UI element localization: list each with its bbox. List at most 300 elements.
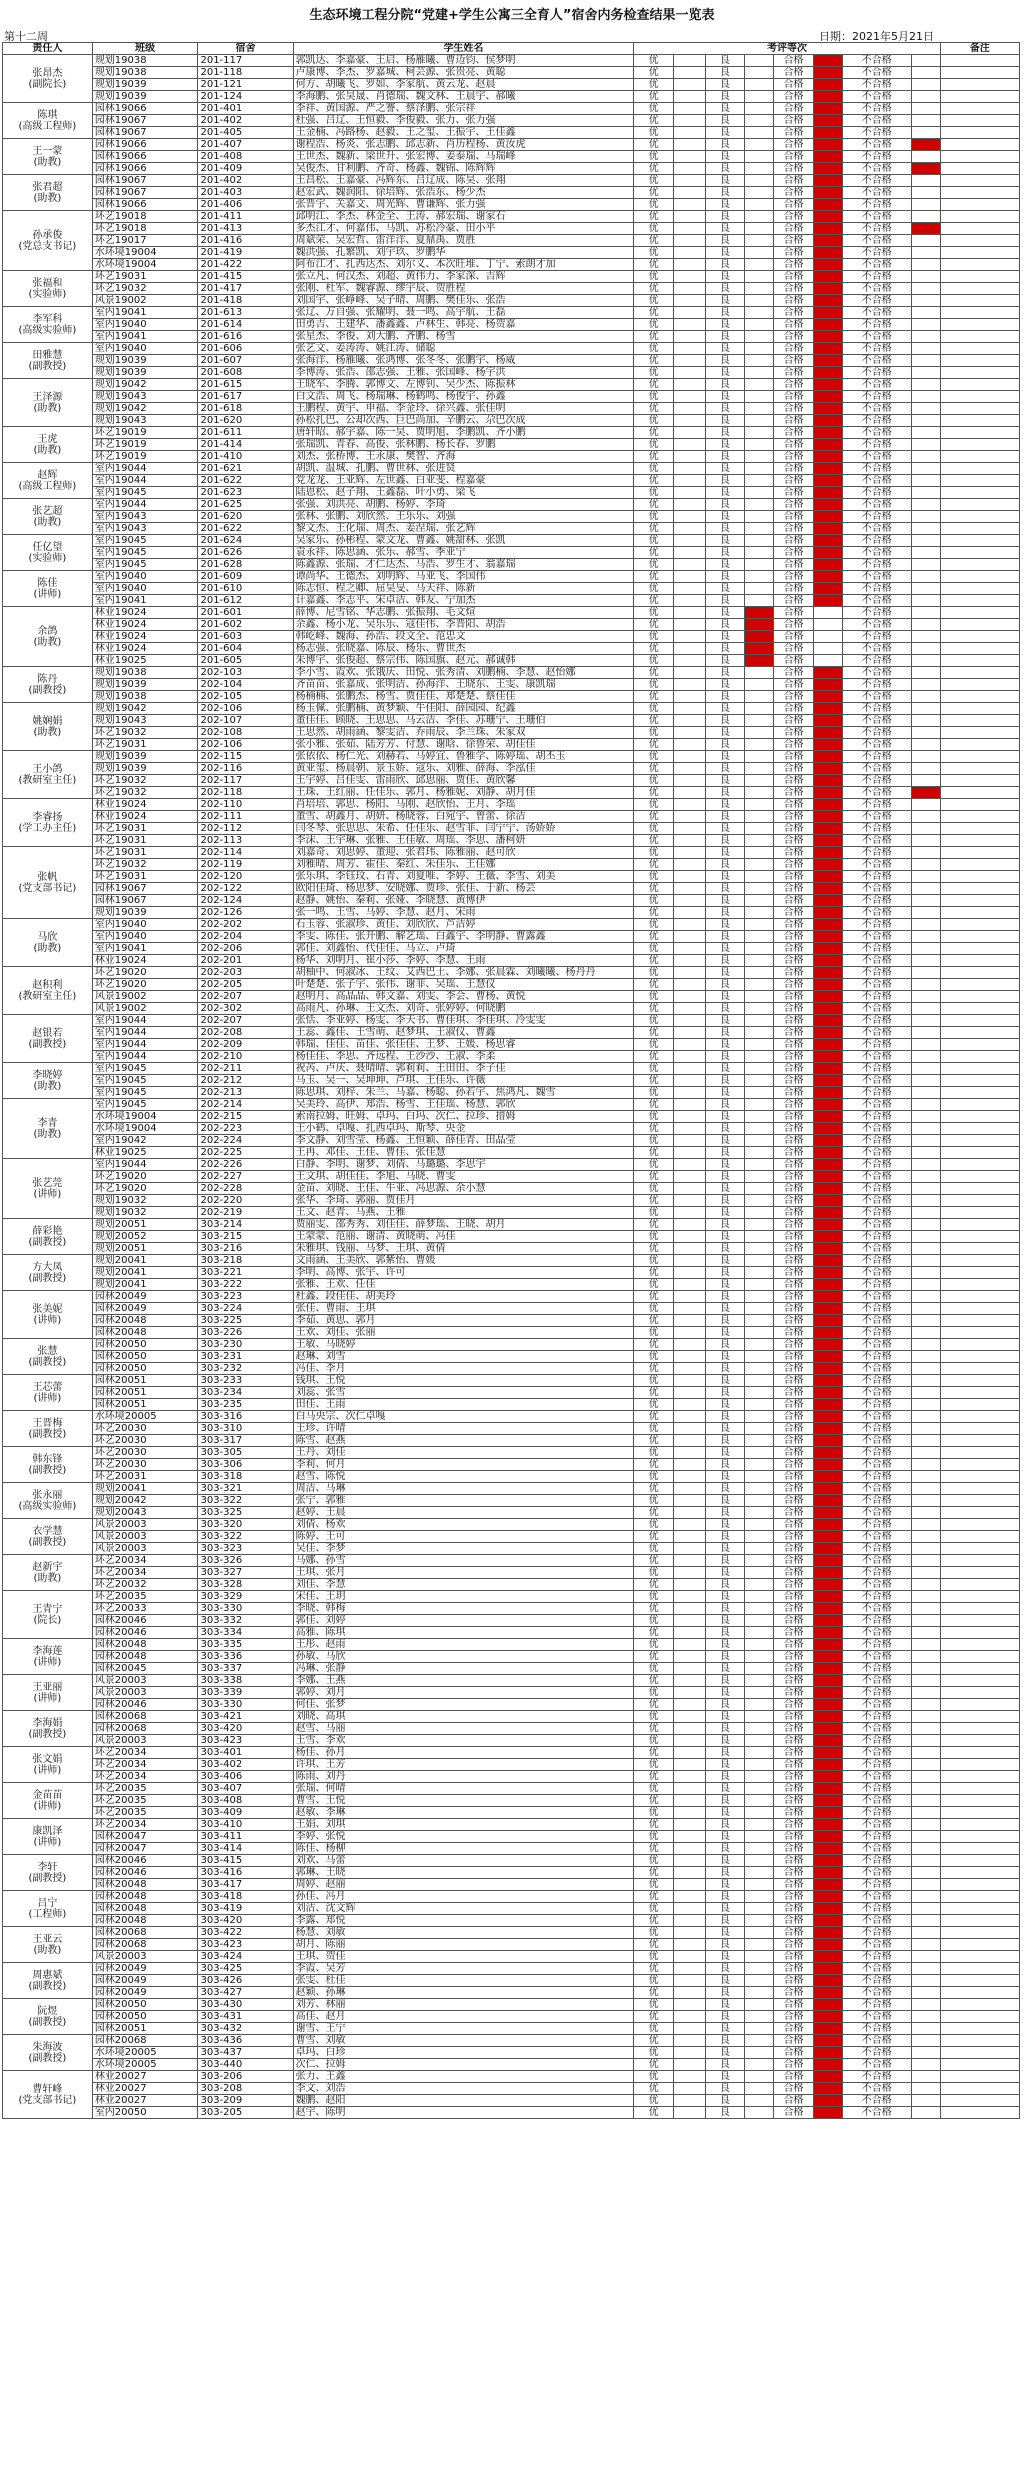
students-cell: 王冉、邓佳、王佳、曹佳、张佳慧: [293, 1147, 634, 1159]
rating-option-cell: 良: [705, 823, 745, 835]
remark-cell: [940, 1807, 1019, 1819]
rating-mark-cell: [745, 355, 774, 367]
students-cell: 金苗、刘晓、王佳、牛亚、冯思源、余小慧: [293, 1183, 634, 1195]
students-cell: 何佳、张梦: [293, 1699, 634, 1711]
class-cell: 规划19043: [92, 391, 198, 403]
rating-option-cell: 合格: [774, 2107, 814, 2119]
rating-option-cell: 优: [634, 79, 674, 91]
remark-cell: [940, 271, 1019, 283]
class-cell: 环艺19020: [92, 1171, 198, 1183]
rating-option-cell: 良: [705, 1471, 745, 1483]
remark-cell: [940, 967, 1019, 979]
dorm-cell: 303-215: [198, 1231, 293, 1243]
class-cell: 环艺19031: [92, 271, 198, 283]
dorm-cell: 303-216: [198, 1243, 293, 1255]
remark-cell: [940, 847, 1019, 859]
rating-option-cell: 良: [705, 1891, 745, 1903]
rating-option-cell: 不合格: [842, 2071, 911, 2083]
rating-option-cell: 良: [705, 391, 745, 403]
rating-mark-cell: [673, 1999, 705, 2011]
table-row: [3, 1615, 1020, 1627]
remark-cell: [940, 1627, 1019, 1639]
rating-mark-cell: [813, 1675, 842, 1687]
responsible-cell: [3, 1255, 93, 1291]
rating-option-cell: 良: [705, 1975, 745, 1987]
rating-option-cell: 合格: [774, 1915, 814, 1927]
rating-mark-cell: [813, 1663, 842, 1675]
class-cell: 园林20046: [92, 1855, 198, 1867]
dorm-cell: 202-116: [198, 763, 293, 775]
rating-mark-cell: [745, 1987, 774, 1999]
dorm-cell: 201-601: [198, 607, 293, 619]
rating-mark-cell: [745, 1147, 774, 1159]
rating-mark-cell: [813, 1531, 842, 1543]
dorm-cell: 202-202: [198, 919, 293, 931]
class-cell: 室内19040: [92, 931, 198, 943]
students-cell: 赵雪、马丽: [293, 1723, 634, 1735]
class-cell: 环艺20030: [92, 1423, 198, 1435]
rating-option-cell: 良: [705, 1399, 745, 1411]
rating-mark-cell: [673, 1459, 705, 1471]
students-cell: 刘欢、马蕾: [293, 1855, 634, 1867]
dorm-cell: 201-612: [198, 595, 293, 607]
students-cell: 韩瑞、佳佳、苗佳、张佳佳、王梦、王媛、杨思睿: [293, 1039, 634, 1051]
students-cell: 杨佳佳、李思、齐远程、王沙沙、王淑、李柔: [293, 1051, 634, 1063]
rating-mark-cell: [673, 307, 705, 319]
rating-mark-cell: [745, 415, 774, 427]
rating-mark-cell: [813, 559, 842, 571]
rating-mark-cell: [911, 403, 940, 415]
results-table: [2, 42, 1020, 2119]
rating-option-cell: 不合格: [842, 1855, 911, 1867]
rating-mark-cell: [745, 2047, 774, 2059]
rating-option-cell: 良: [705, 1243, 745, 1255]
remark-cell: [940, 307, 1019, 319]
responsible-cell: [3, 667, 93, 703]
rating-option-cell: 不合格: [842, 1255, 911, 1267]
rating-option-cell: 优: [634, 1387, 674, 1399]
rating-option-cell: 优: [634, 787, 674, 799]
rating-option-cell: 良: [705, 55, 745, 67]
table-row: [3, 1171, 1020, 1183]
rating-mark-cell: [745, 1447, 774, 1459]
rating-mark-cell: [673, 1027, 705, 1039]
table-row: [3, 439, 1020, 451]
remark-cell: [940, 2011, 1019, 2023]
class-cell: 规划19039: [92, 751, 198, 763]
rating-option-cell: 良: [705, 415, 745, 427]
table-row: [3, 595, 1020, 607]
rating-mark-cell: [673, 2011, 705, 2023]
table-row: [3, 295, 1020, 307]
rating-option-cell: 良: [705, 511, 745, 523]
rating-option-cell: 合格: [774, 1483, 814, 1495]
rating-mark-cell: [813, 547, 842, 559]
remark-cell: [940, 1723, 1019, 1735]
rating-mark-cell: [813, 1159, 842, 1171]
rating-option-cell: 合格: [774, 1867, 814, 1879]
rating-mark-cell: [673, 1795, 705, 1807]
rating-option-cell: 良: [705, 955, 745, 967]
rating-mark-cell: [745, 2083, 774, 2095]
rating-mark-cell: [745, 715, 774, 727]
responsible-name-line: (助教): [33, 636, 62, 648]
remark-cell: [940, 355, 1019, 367]
class-cell: 风景20003: [92, 1951, 198, 1963]
students-cell: 宋佳、王玥: [293, 1591, 634, 1603]
rating-option-cell: 良: [705, 1819, 745, 1831]
rating-mark-cell: [673, 883, 705, 895]
dorm-cell: 303-322: [198, 1495, 293, 1507]
rating-mark-cell: [673, 451, 705, 463]
rating-mark-cell: [673, 1471, 705, 1483]
table-row: [3, 1183, 1020, 1195]
remark-cell: [940, 1015, 1019, 1027]
rating-mark-cell: [745, 2059, 774, 2071]
rating-option-cell: 优: [634, 919, 674, 931]
rating-option-cell: 不合格: [842, 1459, 911, 1471]
rating-option-cell: 合格: [774, 1327, 814, 1339]
rating-mark-cell: [745, 1039, 774, 1051]
rating-mark-cell: [745, 1579, 774, 1591]
class-cell: 规划19042: [92, 403, 198, 415]
rating-option-cell: 优: [634, 559, 674, 571]
class-cell: 室内19045: [92, 535, 198, 547]
students-cell: 唐轩昭、郝宇嘉、陈一昊、贾明旭、李鹏凯、齐小鹏: [293, 427, 634, 439]
rating-option-cell: 优: [634, 1963, 674, 1975]
rating-option-cell: 良: [705, 1171, 745, 1183]
responsible-cell: [3, 427, 93, 463]
rating-mark-cell: [745, 475, 774, 487]
rating-mark-cell: [745, 1219, 774, 1231]
remark-cell: [940, 2095, 1019, 2107]
responsible-cell: [3, 1483, 93, 1519]
dorm-cell: 303-306: [198, 1459, 293, 1471]
rating-mark-cell: [911, 235, 940, 247]
rating-option-cell: 不合格: [842, 1171, 911, 1183]
remark-cell: [940, 2035, 1019, 2047]
rating-mark-cell: [911, 1507, 940, 1519]
rating-mark-cell: [813, 1927, 842, 1939]
responsible-cell: [3, 1819, 93, 1855]
table-row: [3, 2083, 1020, 2095]
students-cell: 王文、赵青、马燕、王雅: [293, 1207, 634, 1219]
col-dorm: 宿舍: [198, 43, 293, 55]
students-cell: 赵宇、陈明: [293, 2107, 634, 2119]
rating-mark-cell: [813, 1615, 842, 1627]
class-cell: 环艺20035: [92, 1807, 198, 1819]
responsible-name-line: (讲师): [33, 1836, 62, 1848]
class-cell: 环艺20032: [92, 1579, 198, 1591]
rating-mark-cell: [813, 1099, 842, 1111]
rating-mark-cell: [813, 427, 842, 439]
rating-option-cell: 不合格: [842, 523, 911, 535]
rating-option-cell: 优: [634, 319, 674, 331]
class-cell: 园林20068: [92, 1939, 198, 1951]
students-cell: 索南拉姆、旺姆、卓玛、白玛、次仁、拉珍、措姆: [293, 1111, 634, 1123]
table-row: [3, 1807, 1020, 1819]
students-cell: 卓玛、白珍: [293, 2047, 634, 2059]
dorm-cell: 202-107: [198, 715, 293, 727]
rating-mark-cell: [673, 67, 705, 79]
rating-mark-cell: [813, 1303, 842, 1315]
rating-option-cell: 合格: [774, 955, 814, 967]
rating-mark-cell: [813, 967, 842, 979]
rating-mark-cell: [813, 247, 842, 259]
rating-mark-cell: [813, 811, 842, 823]
table-row: [3, 931, 1020, 943]
students-cell: 张刚、杜军、魏睿源、缪宇辰、贺胜程: [293, 283, 634, 295]
rating-option-cell: 优: [634, 1399, 674, 1411]
dorm-cell: 201-402: [198, 115, 293, 127]
rating-option-cell: 不合格: [842, 1543, 911, 1555]
dorm-cell: 303-234: [198, 1387, 293, 1399]
rating-mark-cell: [911, 1723, 940, 1735]
rating-mark-cell: [745, 727, 774, 739]
rating-mark-cell: [813, 355, 842, 367]
rating-mark-cell: [911, 799, 940, 811]
students-cell: 胡柚中、何淑冰、王纹、艾西巴土、李娜、张晨霖、刘曦曦、杨丹丹: [293, 967, 634, 979]
rating-option-cell: 合格: [774, 631, 814, 643]
rating-option-cell: 良: [705, 379, 745, 391]
rating-option-cell: 优: [634, 1927, 674, 1939]
rating-option-cell: 良: [705, 583, 745, 595]
rating-option-cell: 优: [634, 703, 674, 715]
rating-mark-cell: [911, 247, 940, 259]
students-cell: 薛博、尼雪铭、华志鹏、张振翔、毛文煊: [293, 607, 634, 619]
remark-cell: [940, 283, 1019, 295]
rating-mark-cell: [911, 871, 940, 883]
rating-option-cell: 不合格: [842, 1591, 911, 1603]
rating-option-cell: 良: [705, 1999, 745, 2011]
rating-option-cell: 不合格: [842, 739, 911, 751]
rating-option-cell: 优: [634, 691, 674, 703]
class-cell: 风景20003: [92, 1531, 198, 1543]
remark-cell: [940, 763, 1019, 775]
remark-cell: [940, 103, 1019, 115]
table-row: [3, 1051, 1020, 1063]
rating-mark-cell: [673, 1579, 705, 1591]
rating-option-cell: 良: [705, 943, 745, 955]
remark-cell: [940, 691, 1019, 703]
dorm-cell: 303-224: [198, 1303, 293, 1315]
responsible-name-line: 王一蒙: [32, 145, 63, 157]
students-cell: 张雯、杜佳: [293, 1975, 634, 1987]
rating-mark-cell: [673, 679, 705, 691]
remark-cell: [940, 715, 1019, 727]
rating-option-cell: 良: [705, 727, 745, 739]
students-cell: 陈婷、王可: [293, 1531, 634, 1543]
rating-option-cell: 不合格: [842, 811, 911, 823]
rating-option-cell: 优: [634, 1843, 674, 1855]
rating-mark-cell: [673, 1099, 705, 1111]
table-row: [3, 799, 1020, 811]
rating-mark-cell: [673, 919, 705, 931]
remark-cell: [940, 1387, 1019, 1399]
rating-mark-cell: [813, 1807, 842, 1819]
table-row: [3, 1783, 1020, 1795]
responsible-name-line: (副教授): [28, 2016, 67, 2028]
rating-option-cell: 优: [634, 1099, 674, 1111]
table-row: [3, 643, 1020, 655]
rating-option-cell: 良: [705, 1075, 745, 1087]
rating-option-cell: 不合格: [842, 1411, 911, 1423]
rating-option-cell: 良: [705, 1219, 745, 1231]
students-cell: 李霞、吴芳: [293, 1963, 634, 1975]
rating-mark-cell: [813, 2023, 842, 2035]
dorm-cell: 201-618: [198, 403, 293, 415]
table-row: [3, 2035, 1020, 2047]
rating-mark-cell: [911, 1459, 940, 1471]
rating-option-cell: 合格: [774, 103, 814, 115]
rating-mark-cell: [673, 1327, 705, 1339]
class-cell: 规划19042: [92, 703, 198, 715]
rating-mark-cell: [813, 223, 842, 235]
table-row: [3, 883, 1020, 895]
rating-mark-cell: [673, 823, 705, 835]
rating-mark-cell: [911, 1783, 940, 1795]
class-cell: 规划19032: [92, 1207, 198, 1219]
rating-mark-cell: [673, 559, 705, 571]
students-cell: 张晋宇、关嘉文、周光辉、曹谦辉、张力强: [293, 199, 634, 211]
rating-mark-cell: [813, 1195, 842, 1207]
class-cell: 水环境20005: [92, 2059, 198, 2071]
rating-mark-cell: [745, 955, 774, 967]
rating-option-cell: 不合格: [842, 1147, 911, 1159]
rating-option-cell: 良: [705, 1699, 745, 1711]
responsible-name-line: (助教): [33, 516, 62, 528]
rating-mark-cell: [745, 271, 774, 283]
rating-option-cell: 不合格: [842, 1843, 911, 1855]
rating-option-cell: 不合格: [842, 1315, 911, 1327]
rating-option-cell: 合格: [774, 403, 814, 415]
rating-mark-cell: [673, 523, 705, 535]
rating-option-cell: 良: [705, 1855, 745, 1867]
rating-option-cell: 优: [634, 127, 674, 139]
rating-mark-cell: [911, 511, 940, 523]
rating-option-cell: 不合格: [842, 355, 911, 367]
rating-option-cell: 良: [705, 763, 745, 775]
rating-mark-cell: [745, 1627, 774, 1639]
rating-option-cell: 优: [634, 343, 674, 355]
rating-option-cell: 不合格: [842, 991, 911, 1003]
rating-mark-cell: [813, 475, 842, 487]
remark-cell: [940, 175, 1019, 187]
rating-option-cell: 合格: [774, 391, 814, 403]
rating-mark-cell: [745, 967, 774, 979]
rating-mark-cell: [911, 2011, 940, 2023]
rating-option-cell: 不合格: [842, 1387, 911, 1399]
students-cell: 王珠、王红丽、任佳乐、郭月、杨雅妮、刘静、胡月佳: [293, 787, 634, 799]
rating-option-cell: 合格: [774, 1615, 814, 1627]
rating-mark-cell: [673, 967, 705, 979]
rating-mark-cell: [911, 1639, 940, 1651]
rating-option-cell: 不合格: [842, 547, 911, 559]
rating-mark-cell: [745, 787, 774, 799]
class-cell: 环艺19020: [92, 979, 198, 991]
remark-cell: [940, 199, 1019, 211]
rating-mark-cell: [745, 1531, 774, 1543]
table-row: [3, 1327, 1020, 1339]
rating-mark-cell: [745, 1339, 774, 1351]
dorm-cell: 201-409: [198, 163, 293, 175]
class-cell: 园林19066: [92, 103, 198, 115]
rating-option-cell: 优: [634, 1819, 674, 1831]
rating-mark-cell: [673, 1219, 705, 1231]
rating-mark-cell: [813, 1411, 842, 1423]
dorm-cell: 303-305: [198, 1447, 293, 1459]
rating-option-cell: 合格: [774, 775, 814, 787]
responsible-name-line: (党支部书记): [18, 2094, 77, 2106]
rating-mark-cell: [911, 1135, 940, 1147]
rating-mark-cell: [745, 1255, 774, 1267]
table-row: [3, 1303, 1020, 1315]
class-cell: 室内19045: [92, 559, 198, 571]
rating-mark-cell: [813, 763, 842, 775]
dorm-cell: 303-417: [198, 1879, 293, 1891]
col-remark: 备注: [940, 43, 1019, 55]
rating-mark-cell: [745, 1195, 774, 1207]
rating-mark-cell: [911, 1531, 940, 1543]
responsible-name-line: 李轩: [37, 1861, 58, 1873]
dorm-cell: 303-401: [198, 1747, 293, 1759]
class-cell: 水环境19004: [92, 247, 198, 259]
remark-cell: [940, 1939, 1019, 1951]
students-cell: 王娟、刘琪: [293, 1819, 634, 1831]
class-cell: 规划20052: [92, 1231, 198, 1243]
students-cell: 王琪、张月: [293, 1567, 634, 1579]
rating-mark-cell: [745, 91, 774, 103]
remark-cell: [940, 1915, 1019, 1927]
table-row: [3, 55, 1020, 67]
class-cell: 室内19041: [92, 943, 198, 955]
rating-option-cell: 优: [634, 391, 674, 403]
rating-mark-cell: [745, 1087, 774, 1099]
rating-mark-cell: [745, 1867, 774, 1879]
dorm-cell: 303-432: [198, 2023, 293, 2035]
dorm-cell: 202-105: [198, 691, 293, 703]
dorm-cell: 201-413: [198, 223, 293, 235]
rating-mark-cell: [813, 1687, 842, 1699]
rating-mark-cell: [745, 55, 774, 67]
students-cell: 周洁、马琳: [293, 1483, 634, 1495]
table-row: [3, 451, 1020, 463]
rating-option-cell: 合格: [774, 739, 814, 751]
class-cell: 环艺19032: [92, 859, 198, 871]
dorm-cell: 202-115: [198, 751, 293, 763]
rating-option-cell: 良: [705, 871, 745, 883]
rating-mark-cell: [673, 1687, 705, 1699]
dorm-cell: 303-407: [198, 1783, 293, 1795]
rating-mark-cell: [745, 823, 774, 835]
table-row: [3, 1027, 1020, 1039]
rating-option-cell: 优: [634, 295, 674, 307]
class-cell: 环艺19032: [92, 775, 198, 787]
class-cell: 规划20041: [92, 1279, 198, 1291]
remark-cell: [940, 799, 1019, 811]
rating-mark-cell: [813, 1939, 842, 1951]
rating-mark-cell: [911, 1471, 940, 1483]
class-cell: 室内19044: [92, 1039, 198, 1051]
students-cell: 周斌荣、吴宏哲、雷洋洋、夏鼎禹、贾胜: [293, 235, 634, 247]
rating-mark-cell: [673, 667, 705, 679]
students-cell: 张雅、王欢、任佳: [293, 1279, 634, 1291]
rating-mark-cell: [911, 271, 940, 283]
dorm-cell: 202-126: [198, 907, 293, 919]
students-cell: 赵明月、高晶晶、韩文嘉、刘雯、李会、曹杨、黄悦: [293, 991, 634, 1003]
rating-mark-cell: [911, 1807, 940, 1819]
rating-option-cell: 合格: [774, 295, 814, 307]
